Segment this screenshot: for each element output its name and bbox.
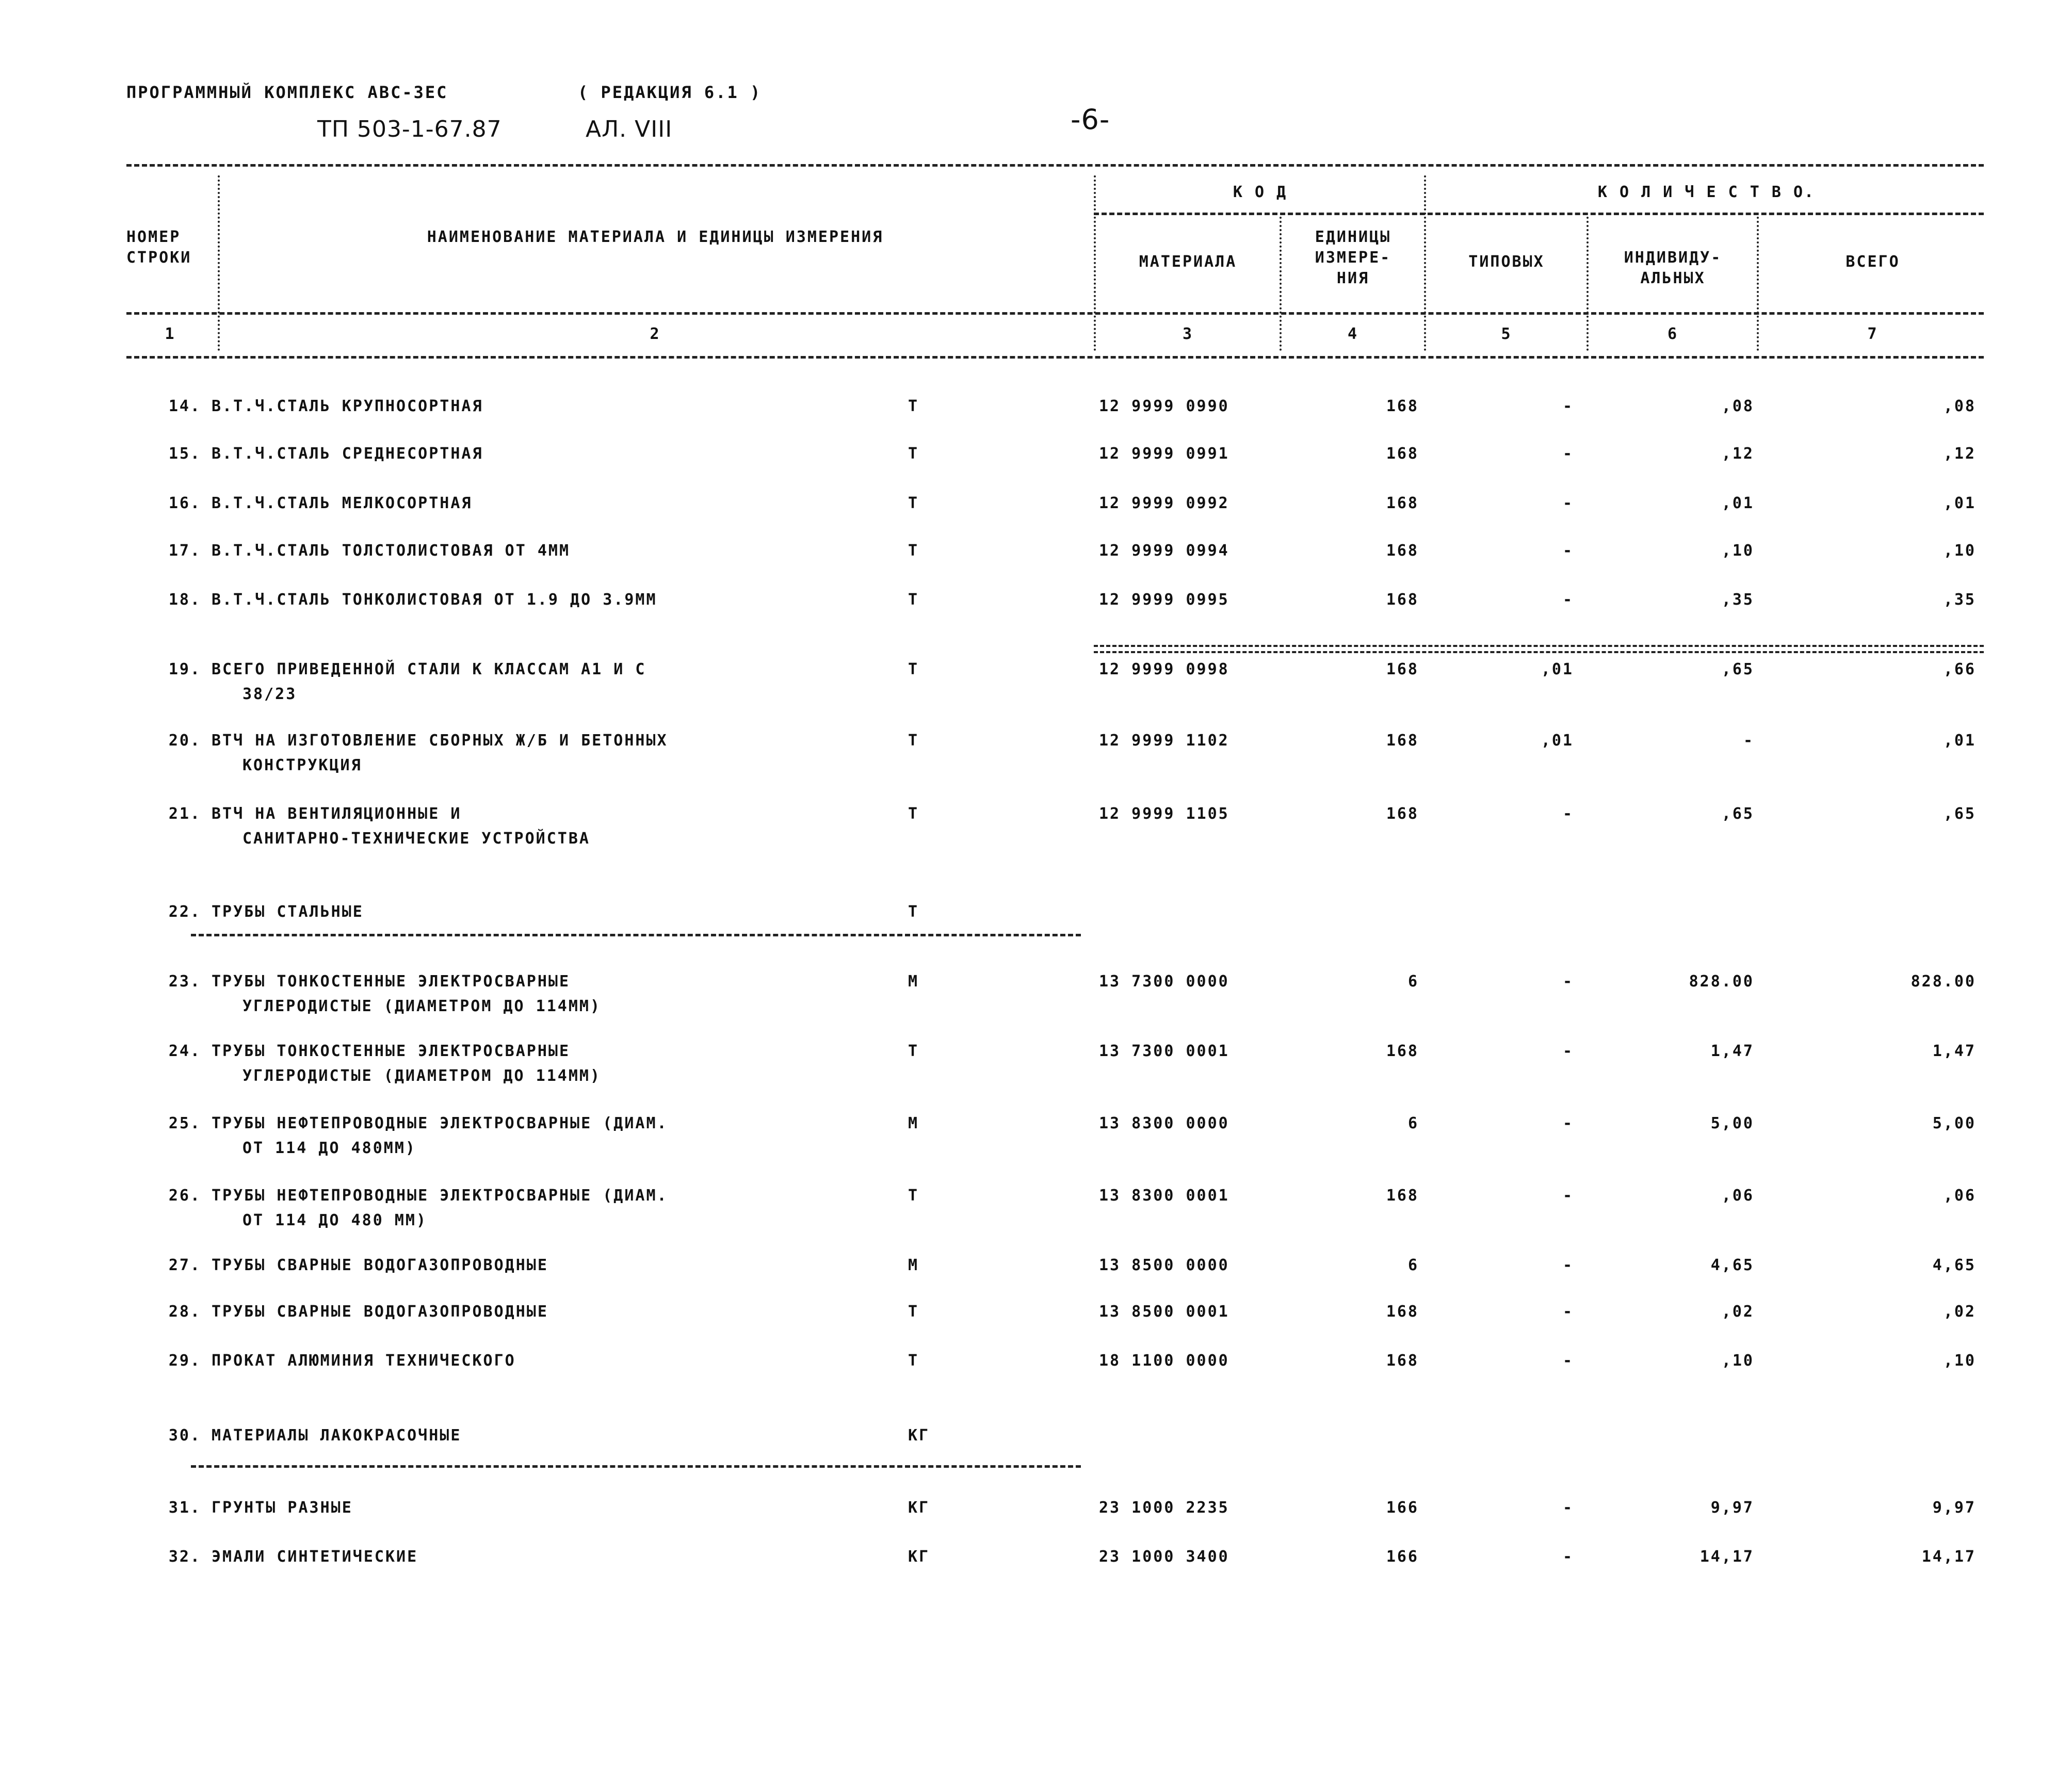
- col-num-4: 4: [1347, 325, 1359, 343]
- table-row: [0, 1426, 2072, 1468]
- col-separator: [1424, 175, 1426, 351]
- unit: Т: [908, 397, 919, 415]
- row-number: 28.: [168, 1303, 201, 1321]
- row-number: 27.: [168, 1256, 201, 1274]
- unit-code: 6: [1407, 972, 1419, 991]
- unit: М: [908, 1114, 919, 1132]
- col-num-3: 3: [1182, 325, 1194, 343]
- header-bottom-rule: [126, 356, 1984, 359]
- material-name-cont: 38/23: [242, 685, 297, 703]
- col-material-name: НАИМЕНОВАНИЕ МАТЕРИАЛА И ЕДИНИЦЫ ИЗМЕРЕНИЯ: [427, 228, 884, 246]
- qty-total: 828.00: [1911, 972, 1976, 991]
- material-name-cont: САНИТАРНО-ТЕХНИЧЕСКИЕ УСТРОЙСТВА: [242, 830, 590, 848]
- material-name: ТРУБЫ СВАРНЫЕ ВОДОГАЗОПРОВОДНЫЕ: [212, 1303, 548, 1321]
- material-name: В.Т.Ч.СТАЛЬ ТОЛСТОЛИСТОВАЯ ОТ 4ММ: [212, 542, 571, 560]
- unit-code: 6: [1407, 1256, 1419, 1274]
- qty-individual: ,02: [1721, 1303, 1754, 1321]
- qty-typical: -: [1562, 1256, 1574, 1274]
- qty-individual: 4,65: [1710, 1256, 1754, 1274]
- unit: КГ: [908, 1426, 930, 1445]
- col-unit-code-l3: НИЯ: [1336, 269, 1370, 287]
- unit-code: 168: [1386, 1042, 1419, 1060]
- table-row: [0, 903, 2072, 944]
- section-underline-pipes: [191, 934, 1081, 936]
- qty-individual: 5,00: [1710, 1114, 1754, 1132]
- header-mid-rule: [1094, 213, 1984, 215]
- qty-individual: ,06: [1721, 1187, 1754, 1205]
- qty-typical: -: [1562, 445, 1574, 463]
- qty-individual: ,35: [1721, 591, 1754, 609]
- unit: Т: [908, 1303, 919, 1321]
- qty-typical: -: [1562, 1303, 1574, 1321]
- qty-typical: -: [1562, 1499, 1574, 1517]
- col-separator: [218, 175, 220, 351]
- col-num-7: 7: [1867, 325, 1879, 343]
- page-number: -6-: [1071, 103, 1110, 136]
- material-name: ВТЧ НА ВЕНТИЛЯЦИОННЫЕ И: [212, 805, 462, 823]
- qty-typical: -: [1562, 1114, 1574, 1132]
- unit: Т: [908, 805, 919, 823]
- row-number: 23.: [168, 972, 201, 991]
- table-row: [0, 805, 2072, 846]
- material-name: ТРУБЫ ТОНКОСТЕННЫЕ ЭЛЕКТРОСВАРНЫЕ: [212, 1042, 571, 1060]
- col-row-number-l2: СТРОКИ: [126, 249, 192, 267]
- qty-typical: -: [1562, 494, 1574, 512]
- qty-total: ,66: [1943, 660, 1976, 678]
- unit: Т: [908, 591, 919, 609]
- unit: Т: [908, 542, 919, 560]
- col-typical: ТИПОВЫХ: [1468, 253, 1545, 271]
- material-name: В.Т.Ч.СТАЛЬ ТОНКОЛИСТОВАЯ ОТ 1.9 ДО 3.9ММ: [212, 591, 657, 609]
- qty-individual: -: [1743, 732, 1754, 750]
- qty-individual: ,10: [1721, 1352, 1754, 1370]
- qty-individual: 1,47: [1710, 1042, 1754, 1060]
- unit: Т: [908, 494, 919, 512]
- row-number: 24.: [168, 1042, 201, 1060]
- unit-code: 168: [1386, 397, 1419, 415]
- material-name: В.Т.Ч.СТАЛЬ МЕЛКОСОРТНАЯ: [212, 494, 473, 512]
- unit: М: [908, 972, 919, 991]
- qty-typical: -: [1562, 1042, 1574, 1060]
- qty-total: ,65: [1943, 805, 1976, 823]
- album-label: АЛ. VIII: [586, 116, 673, 142]
- material-name: ТРУБЫ НЕФТЕПРОВОДНЫЕ ЭЛЕКТРОСВАРНЫЕ (ДИАМ.: [212, 1114, 668, 1132]
- row-number: 30.: [168, 1426, 201, 1445]
- material-name-cont: ОТ 114 ДО 480ММ): [242, 1139, 416, 1157]
- qty-typical: ,01: [1541, 732, 1574, 750]
- material-code: 23 1000 3400: [1099, 1548, 1229, 1566]
- material-code: 13 8500 0001: [1099, 1303, 1229, 1321]
- material-name-cont: УГЛЕРОДИСТЫЕ (ДИАМЕТРОМ ДО 114ММ): [242, 1067, 602, 1085]
- unit-code: 168: [1386, 542, 1419, 560]
- table-row: [0, 1303, 2072, 1344]
- material-code: 13 7300 0001: [1099, 1042, 1229, 1060]
- unit-code: 168: [1386, 1187, 1419, 1205]
- material-name: ТРУБЫ СТАЛЬНЫЕ: [212, 903, 364, 921]
- row-number: 29.: [168, 1352, 201, 1370]
- qty-individual: ,10: [1721, 542, 1754, 560]
- qty-total: ,01: [1943, 494, 1976, 512]
- table-row: [0, 1256, 2072, 1298]
- material-code: 13 8500 0000: [1099, 1256, 1229, 1274]
- qty-total: ,01: [1943, 732, 1976, 750]
- material-code: 12 9999 0994: [1099, 542, 1229, 560]
- qty-total: 4,65: [1932, 1256, 1976, 1274]
- qty-total: 1,47: [1932, 1042, 1976, 1060]
- qty-typical: -: [1562, 972, 1574, 991]
- row-number: 14.: [168, 397, 201, 415]
- unit-code: 168: [1386, 494, 1419, 512]
- unit-code: 168: [1386, 732, 1419, 750]
- unit: М: [908, 1256, 919, 1274]
- unit-code: 168: [1386, 591, 1419, 609]
- material-name: В.Т.Ч.СТАЛЬ СРЕДНЕСОРТНАЯ: [212, 445, 483, 463]
- material-code: 12 9999 1102: [1099, 732, 1229, 750]
- table-row: [0, 1499, 2072, 1540]
- material-name: ПРОКАТ АЛЮМИНИЯ ТЕХНИЧЕСКОГО: [212, 1352, 516, 1370]
- row-number: 20.: [168, 732, 201, 750]
- unit: Т: [908, 1042, 919, 1060]
- material-name: ВТЧ НА ИЗГОТОВЛЕНИЕ СБОРНЫХ Ж/Б И БЕТОННЫХ: [212, 732, 668, 750]
- col-num-6: 6: [1667, 325, 1679, 343]
- unit-code: 6: [1407, 1114, 1419, 1132]
- qty-typical: -: [1562, 542, 1574, 560]
- table-row: [0, 397, 2072, 439]
- material-name: ЭМАЛИ СИНТЕТИЧЕСКИЕ: [212, 1548, 418, 1566]
- col-total: ВСЕГО: [1846, 253, 1900, 271]
- material-name: В.Т.Ч.СТАЛЬ КРУПНОСОРТНАЯ: [212, 397, 483, 415]
- row-number: 18.: [168, 591, 201, 609]
- table-row: [0, 1548, 2072, 1589]
- unit: Т: [908, 1352, 919, 1370]
- row-number: 25.: [168, 1114, 201, 1132]
- table-row: [0, 494, 2072, 536]
- table-row: [0, 732, 2072, 773]
- section-underline-paints: [191, 1465, 1081, 1468]
- material-name-cont: ОТ 114 ДО 480 ММ): [242, 1211, 428, 1229]
- qty-total: ,35: [1943, 591, 1976, 609]
- material-code: 13 8300 0000: [1099, 1114, 1229, 1132]
- qty-total: ,10: [1943, 1352, 1976, 1370]
- col-separator: [1587, 217, 1589, 351]
- qty-total: 5,00: [1932, 1114, 1976, 1132]
- row-number: 21.: [168, 805, 201, 823]
- material-code: 12 9999 0992: [1099, 494, 1229, 512]
- material-code: 12 9999 1105: [1099, 805, 1229, 823]
- col-individual-l1: ИНДИВИДУ-: [1624, 249, 1722, 267]
- table-row: [0, 445, 2072, 486]
- qty-individual: 14,17: [1699, 1548, 1754, 1566]
- material-code: 12 9999 0998: [1099, 660, 1229, 678]
- qty-total: 14,17: [1921, 1548, 1976, 1566]
- material-name: ГРУНТЫ РАЗНЫЕ: [212, 1499, 353, 1517]
- table-row: [0, 1114, 2072, 1156]
- col-quantity-group: К О Л И Ч Е С Т В О.: [1597, 183, 1816, 201]
- qty-total: ,02: [1943, 1303, 1976, 1321]
- unit-code: 168: [1386, 445, 1419, 463]
- unit-code: 168: [1386, 805, 1419, 823]
- material-name: МАТЕРИАЛЫ ЛАКОКРАСОЧНЫЕ: [212, 1426, 462, 1445]
- row-number: 15.: [168, 445, 201, 463]
- material-name: ТРУБЫ СВАРНЫЕ ВОДОГАЗОПРОВОДНЫЕ: [212, 1256, 548, 1274]
- table-row: [0, 542, 2072, 583]
- material-code: 13 8300 0001: [1099, 1187, 1229, 1205]
- table-row: [0, 1352, 2072, 1393]
- material-code: 18 1100 0000: [1099, 1352, 1229, 1370]
- table-row: [0, 660, 2072, 702]
- unit: Т: [908, 903, 919, 921]
- unit-code: 168: [1386, 1352, 1419, 1370]
- unit-code: 166: [1386, 1499, 1419, 1517]
- qty-typical: -: [1562, 591, 1574, 609]
- table-row: [0, 972, 2072, 1014]
- unit: Т: [908, 660, 919, 678]
- row-number: 32.: [168, 1548, 201, 1566]
- qty-typical: -: [1562, 1548, 1574, 1566]
- unit: КГ: [908, 1548, 930, 1566]
- subtotal-double-rule: [1094, 645, 1984, 653]
- program-title: ПРОГРАММНЫЙ КОМПЛЕКС АВС-ЗЕС: [126, 83, 448, 102]
- qty-typical: -: [1562, 1352, 1574, 1370]
- unit: Т: [908, 1187, 919, 1205]
- row-number: 22.: [168, 903, 201, 921]
- table-row: [0, 1187, 2072, 1228]
- qty-typical: -: [1562, 397, 1574, 415]
- col-num-5: 5: [1501, 325, 1512, 343]
- qty-total: ,12: [1943, 445, 1976, 463]
- material-name-cont: УГЛЕРОДИСТЫЕ (ДИАМЕТРОМ ДО 114ММ): [242, 997, 602, 1015]
- qty-total: 9,97: [1932, 1499, 1976, 1517]
- material-code: 23 1000 2235: [1099, 1499, 1229, 1517]
- edition-label: ( РЕДАКЦИЯ 6.1 ): [578, 83, 762, 102]
- header-top-rule: [126, 164, 1984, 167]
- qty-total: ,08: [1943, 397, 1976, 415]
- table-row: [0, 591, 2072, 632]
- col-unit-code-l2: ИЗМЕРЕ-: [1315, 249, 1391, 267]
- material-code: 12 9999 0991: [1099, 445, 1229, 463]
- col-individual-l2: АЛЬНЫХ: [1640, 269, 1706, 287]
- unit-code: 168: [1386, 1303, 1419, 1321]
- col-num-2: 2: [650, 325, 661, 343]
- unit: Т: [908, 445, 919, 463]
- unit: КГ: [908, 1499, 930, 1517]
- col-material-code: МАТЕРИАЛА: [1139, 253, 1237, 271]
- row-number: 16.: [168, 494, 201, 512]
- col-unit-code-l1: ЕДИНИЦЫ: [1315, 228, 1391, 246]
- qty-total: ,06: [1943, 1187, 1976, 1205]
- qty-individual: 9,97: [1710, 1499, 1754, 1517]
- qty-total: ,10: [1943, 542, 1976, 560]
- col-num-1: 1: [165, 325, 176, 343]
- unit-code: 168: [1386, 660, 1419, 678]
- material-name: ТРУБЫ НЕФТЕПРОВОДНЫЕ ЭЛЕКТРОСВАРНЫЕ (ДИАМ.: [212, 1187, 668, 1205]
- qty-individual: ,65: [1721, 805, 1754, 823]
- qty-individual: ,65: [1721, 660, 1754, 678]
- project-number: ТП 503-1-67.87: [317, 116, 502, 142]
- row-number: 26.: [168, 1187, 201, 1205]
- col-code-group: К О Д: [1233, 183, 1288, 201]
- col-separator: [1094, 175, 1096, 351]
- material-code: 12 9999 0990: [1099, 397, 1229, 415]
- material-name-cont: КОНСТРУКЦИЯ: [242, 756, 362, 774]
- qty-individual: ,01: [1721, 494, 1754, 512]
- qty-individual: ,08: [1721, 397, 1754, 415]
- qty-individual: 828.00: [1689, 972, 1754, 991]
- row-number: 31.: [168, 1499, 201, 1517]
- qty-typical: ,01: [1541, 660, 1574, 678]
- unit-code: 166: [1386, 1548, 1419, 1566]
- material-name: ВСЕГО ПРИВЕДЕННОЙ СТАЛИ К КЛАССАМ А1 И С: [212, 660, 646, 678]
- qty-individual: ,12: [1721, 445, 1754, 463]
- material-name: ТРУБЫ ТОНКОСТЕННЫЕ ЭЛЕКТРОСВАРНЫЕ: [212, 972, 571, 991]
- col-separator: [1280, 217, 1282, 351]
- material-code: 12 9999 0995: [1099, 591, 1229, 609]
- col-row-number-l1: НОМЕР: [126, 228, 181, 246]
- row-number: 17.: [168, 542, 201, 560]
- table-row: [0, 1042, 2072, 1083]
- qty-typical: -: [1562, 805, 1574, 823]
- qty-typical: -: [1562, 1187, 1574, 1205]
- row-number: 19.: [168, 660, 201, 678]
- header-sub-rule: [126, 312, 1984, 315]
- unit: Т: [908, 732, 919, 750]
- col-separator: [1757, 217, 1759, 351]
- material-code: 13 7300 0000: [1099, 972, 1229, 991]
